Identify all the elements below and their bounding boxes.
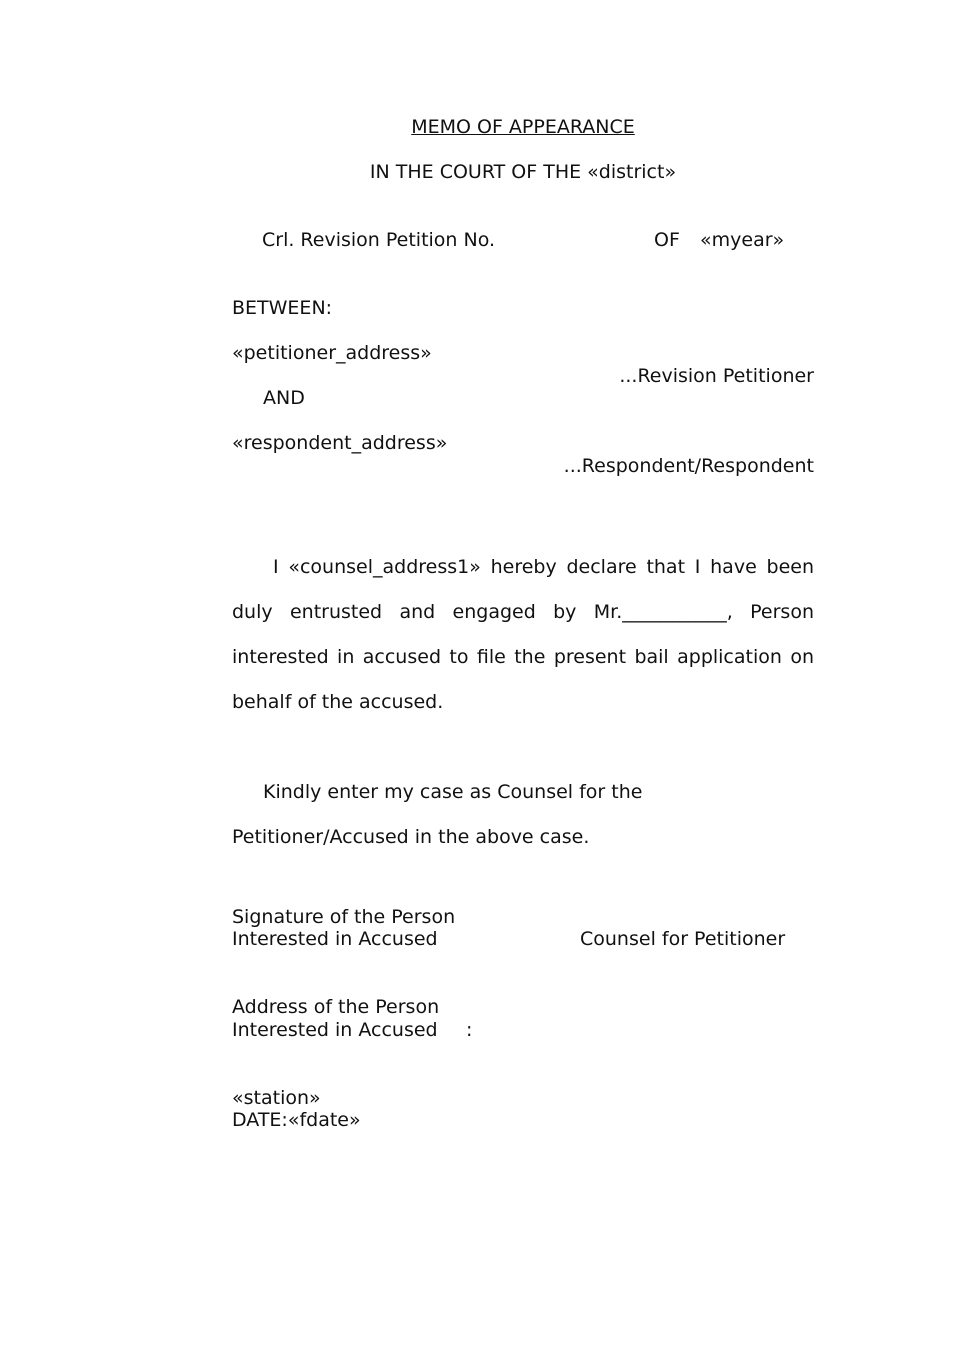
between-label: BETWEEN: [232,297,333,319]
date-field: DATE:«fdate» [232,1109,361,1131]
petitioner-address: «petitioner_address» [232,342,432,364]
address-colon: : [466,1019,473,1041]
address-label-line-1: Address of the Person [232,996,440,1018]
and-label: AND [263,387,305,409]
respondent-role: ...Respondent/Respondent [563,455,814,477]
counsel-label: Counsel for Petitioner [580,928,786,950]
document-title: MEMO OF APPEARANCE [411,116,635,138]
petition-number-label: Crl. Revision Petition No. [262,229,496,251]
address-label-line-2: Interested in Accused [232,1019,438,1041]
court-line: IN THE COURT OF THE «district» [369,161,677,183]
of-label: OF [654,229,680,251]
declaration-paragraph: I «counsel_address1» hereby declare that I have been duly entrusted and engaged by Mr.___________, Person interested in accused to file the present bail application on behalf of the accused. [232,556,814,713]
station-field: «station» [232,1087,321,1109]
request-line-2: Petitioner/Accused in the above case. [232,826,590,848]
signature-label-line-2: Interested in Accused [232,928,438,950]
request-line-1: Kindly enter my case as Counsel for the [263,781,643,803]
signature-label-line-1: Signature of the Person [232,906,456,928]
respondent-address: «respondent_address» [232,432,448,454]
request-paragraph [232,770,814,860]
petitioner-role: ...Revision Petitioner [619,365,814,387]
year-field: «myear» [700,229,785,251]
